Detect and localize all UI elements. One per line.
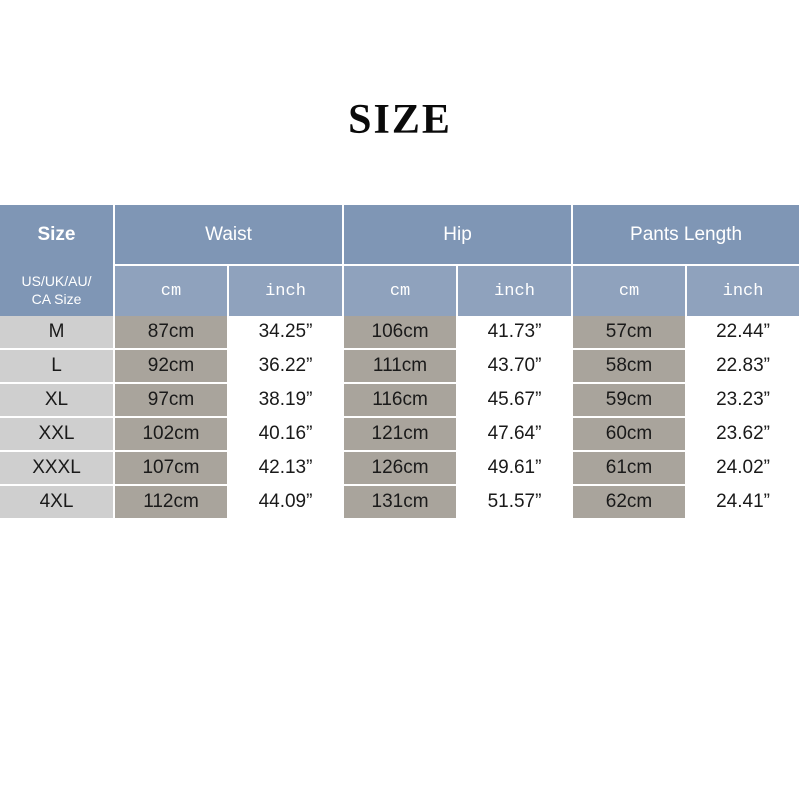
header-size: Size (0, 205, 114, 265)
cell-length-cm: 59cm (572, 383, 686, 417)
cell-size: XXXL (0, 451, 114, 485)
cell-waist-cm: 102cm (114, 417, 228, 451)
header-length-inch: inch (686, 265, 800, 316)
size-table (0, 205, 800, 520)
cell-hip-cm: 111cm (343, 349, 457, 383)
cell-length-inch: 23.62” (686, 417, 800, 451)
cell-waist-inch: 40.16” (228, 417, 343, 451)
cell-size: M (0, 316, 114, 349)
header-hip: Hip (343, 205, 572, 265)
table-row (0, 316, 800, 349)
cell-hip-cm: 126cm (343, 451, 457, 485)
cell-length-inch: 22.44” (686, 316, 800, 349)
cell-hip-inch: 47.64” (457, 417, 572, 451)
page-title: SIZE (348, 97, 452, 143)
cell-waist-cm: 92cm (114, 349, 228, 383)
cell-hip-inch: 45.67” (457, 383, 572, 417)
cell-waist-inch: 34.25” (228, 316, 343, 349)
cell-length-inch: 24.02” (686, 451, 800, 485)
header-hip-cm: cm (343, 265, 457, 316)
cell-size: XXL (0, 417, 114, 451)
table-row (0, 349, 800, 383)
header-hip-inch: inch (457, 265, 572, 316)
cell-size: L (0, 349, 114, 383)
cell-waist-cm: 87cm (114, 316, 228, 349)
cell-length-inch: 23.23” (686, 383, 800, 417)
cell-waist-inch: 44.09” (228, 485, 343, 519)
cell-size: 4XL (0, 485, 114, 519)
cell-length-inch: 24.41” (686, 485, 800, 519)
table-row (0, 417, 800, 451)
cell-waist-cm: 112cm (114, 485, 228, 519)
cell-length-cm: 58cm (572, 349, 686, 383)
cell-hip-cm: 116cm (343, 383, 457, 417)
table-row (0, 383, 800, 417)
cell-length-cm: 61cm (572, 451, 686, 485)
cell-length-cm: 62cm (572, 485, 686, 519)
header-waist-inch: inch (228, 265, 343, 316)
cell-hip-inch: 41.73” (457, 316, 572, 349)
cell-hip-cm: 121cm (343, 417, 457, 451)
header-waist-cm: cm (114, 265, 228, 316)
cell-waist-inch: 42.13” (228, 451, 343, 485)
cell-hip-cm: 131cm (343, 485, 457, 519)
cell-waist-inch: 38.19” (228, 383, 343, 417)
cell-length-cm: 57cm (572, 316, 686, 349)
header-region-size (0, 265, 114, 316)
table-row (0, 451, 800, 485)
cell-hip-cm: 106cm (343, 316, 457, 349)
header-waist: Waist (114, 205, 343, 265)
cell-length-cm: 60cm (572, 417, 686, 451)
cell-waist-inch: 36.22” (228, 349, 343, 383)
table-unit-header-row (0, 265, 800, 316)
header-region-size-line1: US/UK/AU/ (21, 273, 92, 289)
cell-hip-inch: 51.57” (457, 485, 572, 519)
cell-hip-inch: 43.70” (457, 349, 572, 383)
cell-waist-cm: 107cm (114, 451, 228, 485)
header-length-cm: cm (572, 265, 686, 316)
size-table-container (0, 205, 800, 520)
cell-hip-inch: 49.61” (457, 451, 572, 485)
cell-length-inch: 22.83” (686, 349, 800, 383)
header-pants-length: Pants Length (572, 205, 800, 265)
table-row (0, 485, 800, 519)
cell-size: XL (0, 383, 114, 417)
cell-waist-cm: 97cm (114, 383, 228, 417)
header-region-size-line2: CA Size (31, 290, 82, 307)
table-group-header-row (0, 205, 800, 265)
